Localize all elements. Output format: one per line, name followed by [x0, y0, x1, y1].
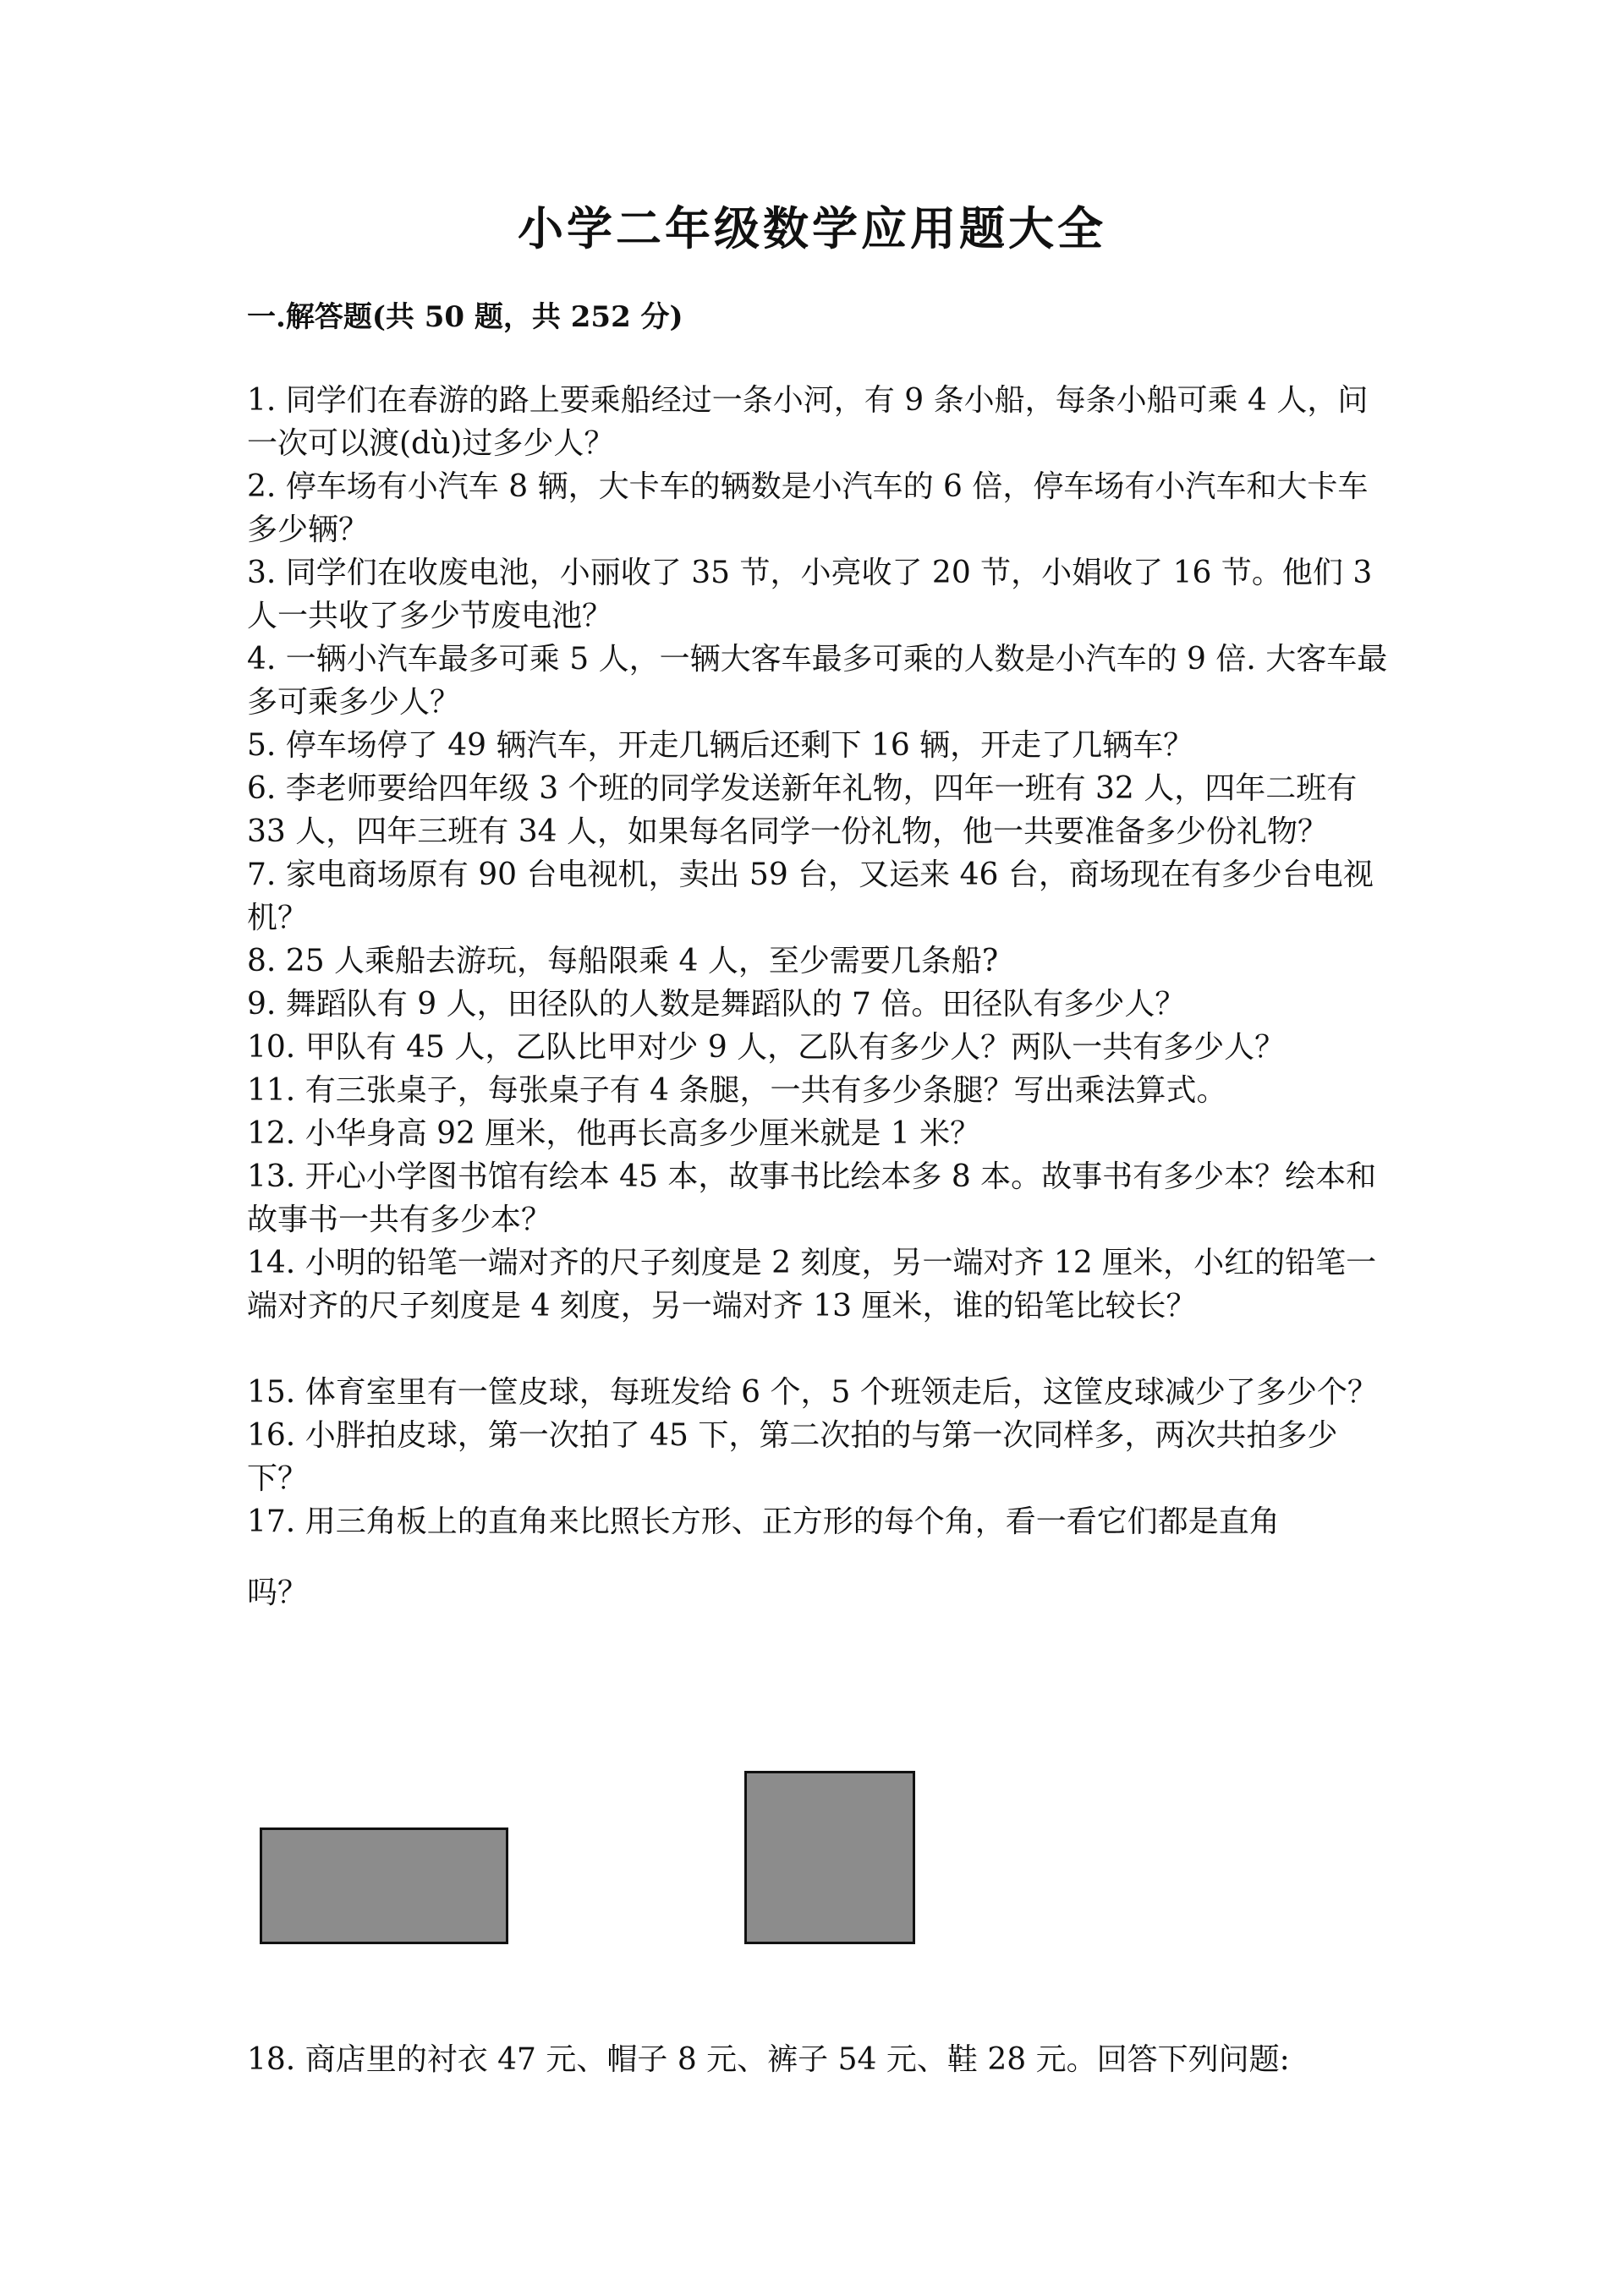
rectangle-figure	[260, 1827, 508, 1944]
question-2: 2. 停车场有小汽车 8 辆，大卡车的辆数是小汽车的 6 倍，停车场有小汽车和大卡车多少辆？	[247, 469, 1369, 547]
question-6: 6. 李老师要给四年级 3 个班的同学发送新年礼物，四年一班有 32 人，四年二班有 33 人，四年三班有 34 人，如果每名同学一份礼物，他一共要准备多少份礼物？	[247, 771, 1358, 849]
question-3: 3. 同学们在收废电池，小丽收了 35 节，小亮收了 20 节，小娟收了 16 节。他们 3 人一共收了多少节废电池？	[247, 556, 1373, 633]
question-12: 12. 小华身高 92 厘米，他再长高多少厘米就是 1 米？	[247, 1116, 981, 1151]
question-1: 1. 同学们在春游的路上要乘船经过一条小河，有 9 条小船，每条小船可乘 4 人，问一次可以渡(dù)过多少人？	[247, 383, 1369, 461]
question-18: 18. 商店里的衬衣 47 元、帽子 8 元、裤子 54 元、鞋 28 元。回答下列问题:	[247, 2042, 1290, 2077]
question-11: 11. 有三张桌子，每张桌子有 4 条腿，一共有多少条腿？写出乘法算式。	[247, 1073, 1227, 1108]
question-4: 4. 一辆小汽车最多可乘 5 人，一辆大客车最多可乘的人数是小汽车的 9 倍. 大客车最多可乘多少人？	[247, 642, 1388, 720]
question-17	[247, 1500, 1389, 1614]
question-15: 15. 体育室里有一筐皮球，每班发给 6 个，5 个班领走后，这筐皮球减少了多少个？	[247, 1375, 1378, 1410]
question-17-line1: 17. 用三角板上的直角来比照长方形、正方形的每个角，看一看它们都是直角	[247, 1504, 1280, 1539]
question-list	[247, 379, 1389, 1614]
question-9: 9. 舞蹈队有 9 人，田径队的人数是舞蹈队的 7 倍。田径队有多少人？	[247, 987, 1186, 1022]
question-13: 13. 开心小学图书馆有绘本 45 本，故事书比绘本多 8 本。故事书有多少本？绘本和故事书一共有多少本？	[247, 1159, 1377, 1237]
question-10: 10. 甲队有 45 人，乙队比甲对少 9 人，乙队有多少人？两队一共有多少人？	[247, 1030, 1286, 1065]
question-17-line2: 吗？	[247, 1575, 309, 1610]
section-heading: 一.解答题(共 50 题，共 252 分)	[247, 300, 683, 334]
question-16: 16. 小胖拍皮球，第一次拍了 45 下，第二次拍的与第一次同样多，两次共拍多少下？	[247, 1418, 1338, 1496]
square-figure	[744, 1771, 915, 1944]
page-title: 小学二年级数学应用题大全	[518, 201, 1106, 255]
question-8: 8. 25 人乘船去游玩，每船限乘 4 人，至少需要几条船?	[247, 944, 999, 978]
question-5: 5. 停车场停了 49 辆汽车，开走几辆后还剩下 16 辆，开走了几辆车？	[247, 728, 1194, 763]
question-7: 7. 家电商场原有 90 台电视机，卖出 59 台，又运来 46 台，商场现在有多少台电视机？	[247, 858, 1374, 935]
question-14: 14. 小明的铅笔一端对齐的尺子刻度是 2 刻度，另一端对齐 12 厘米，小红的铅笔一端对齐的尺子刻度是 4 刻度，另一端对齐 13 厘米，谁的铅笔比较长？	[247, 1246, 1377, 1323]
